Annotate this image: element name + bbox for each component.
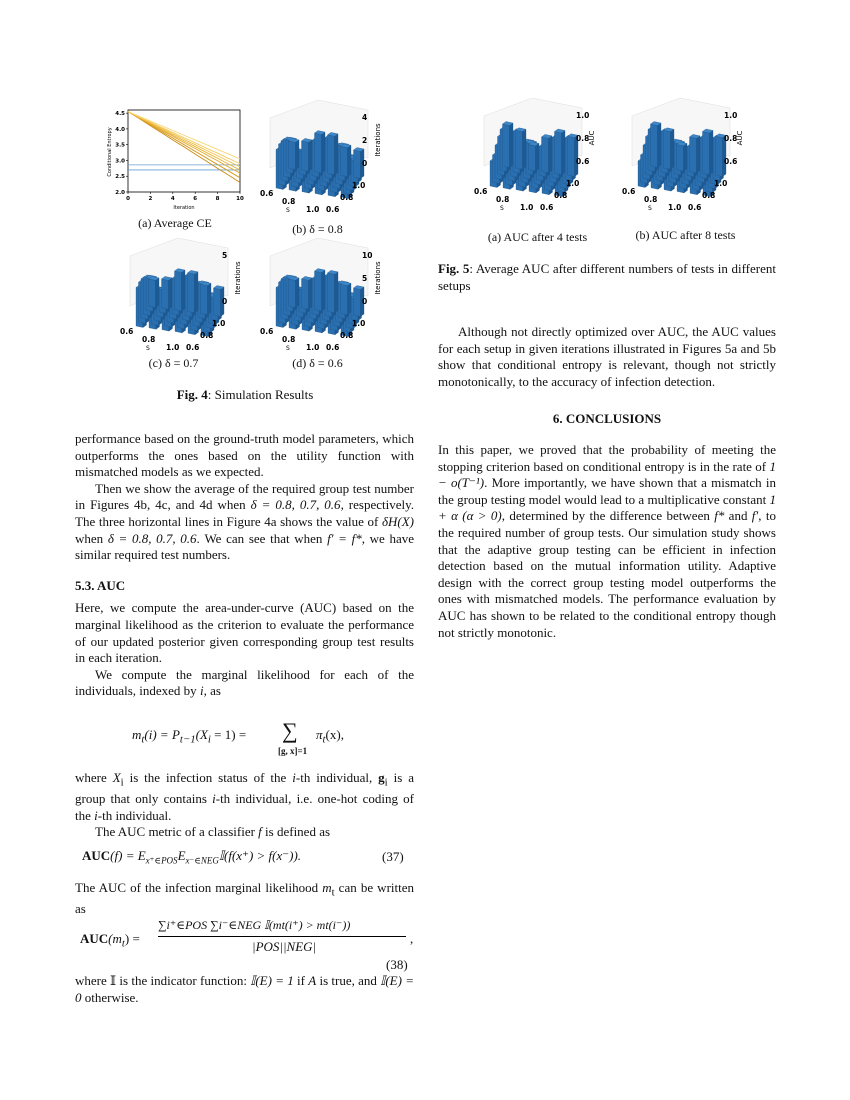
bar-front [214, 288, 221, 317]
s-tick-08: 0.8 [496, 195, 510, 204]
bar-front [341, 284, 348, 314]
left-column [75, 431, 414, 700]
s-axis-label: S [286, 345, 290, 352]
text: Then we show the average of the required group test number in Figures 4b, 4c, and 4d when [75, 480, 414, 513]
s-tick-06: 0.6 [474, 187, 488, 196]
r-tick-10: 1.0 [352, 181, 366, 190]
y-tick-label: 2.5 [115, 174, 125, 181]
eq-rhs: $\pi_t(x)$, [316, 727, 344, 746]
bar-side [348, 145, 352, 176]
left-paragraph-4 [75, 667, 414, 700]
left-paragraph-1: performance based on the ground-truth model parameters, which outperforms the ones based on the utility function with mismatched models as we expected. [75, 431, 414, 480]
left-paragraph-2 [75, 481, 414, 564]
series-line-1 [128, 112, 240, 183]
s-tick-08: 0.8 [282, 197, 296, 206]
bar-front [568, 136, 575, 176]
bar-front [716, 136, 723, 176]
left-paragraph-5: where $X_i$ is the infection status of the i-th individual, $g_i$ is a group that only contains i-th individual, i.e. one-hot coding of the i-th individual. [75, 770, 414, 823]
equation-37: $AUC(f) = E_{x^+\in POS}E_{x^-\in NEG}𝕀(f(x^+) > f(x^-))$. [82, 848, 302, 866]
z-tick-label: 0.6 [724, 157, 738, 166]
r-tick-06: 0.6 [540, 203, 554, 212]
text: when [75, 530, 108, 546]
fig4-label: Fig. 4 [176, 387, 208, 402]
bar-side [195, 272, 199, 313]
s-tick-06: 0.6 [622, 187, 636, 196]
fig4c-caption: (c) δ = 0.7 [148, 356, 199, 370]
bar-front [315, 271, 322, 311]
z-tick-label: 0 [222, 297, 228, 306]
y-tick-label: 3.0 [115, 158, 125, 165]
bar-front [354, 288, 361, 317]
z-tick-label: 5 [362, 274, 368, 283]
series-line-2 [128, 112, 240, 178]
r-tick-06: 0.6 [326, 343, 340, 352]
bar-front [651, 124, 658, 167]
s-tick-06: 0.6 [120, 327, 134, 336]
bar-front [341, 146, 348, 176]
fig5-label: Fig. 5 [438, 261, 470, 276]
x-tick-label: 2 [148, 196, 153, 202]
bar-front [664, 130, 671, 169]
y-tick-label: 3.5 [115, 142, 125, 149]
bar-front [289, 141, 296, 170]
z-tick-label: 0 [362, 297, 368, 306]
eq-sum-under: [g, x]=1 [278, 746, 308, 756]
bar-side [156, 278, 160, 308]
bar-front [529, 144, 536, 171]
s-axis-label: S [146, 345, 150, 352]
bar-side [208, 283, 212, 314]
bar-side [562, 130, 566, 174]
text: , as [203, 683, 221, 699]
right-paragraph-1: Although not directly optimized over AUC, the AUC values for each setup in given iterations illustrated in Figures 5a and 5b show that conditional entropy is relevant, though not strictly monotonically, to the accuracy of infection detection. [438, 324, 776, 389]
fig4b-caption: (b) δ = 0.8 [292, 222, 343, 236]
bar-front [503, 124, 510, 167]
bar-front [555, 131, 562, 174]
fraction-bar [158, 936, 406, 937]
section-heading-6: 6. CONCLUSIONS [552, 411, 662, 427]
bar-side [671, 129, 675, 169]
fig4-caption [75, 386, 415, 403]
bar-front [162, 279, 169, 309]
section-heading-5-3: 5.3. AUC [75, 577, 126, 593]
bar-side [335, 134, 339, 175]
fig4b-3d-bars [256, 100, 388, 218]
z-axis-label: Iterations [234, 261, 242, 295]
left-column-3 [75, 880, 414, 918]
x-tick-label: 6 [193, 196, 198, 202]
equation-38-number: (38) [386, 957, 408, 972]
bar-side [697, 136, 701, 173]
r-tick-08: 0.8 [340, 331, 354, 340]
left-paragraph-3: Here, we compute the area-under-curve (AUC) based on the marginal likelihood as the criterion to evaluate the performance of our updated posterior given corresponding group test results in each iteration. [75, 600, 414, 666]
math-i: i [199, 683, 204, 699]
left-column-4 [75, 973, 414, 1006]
x-axis-label: Iteration [173, 205, 195, 211]
bar-front [201, 284, 208, 314]
bar-side [296, 140, 300, 170]
z-tick-label: 0.8 [576, 134, 590, 143]
bar-side [322, 132, 326, 173]
bar-side [523, 129, 527, 169]
right-column [438, 324, 776, 641]
fig5-caption [438, 260, 776, 294]
y-tick-label: 4.5 [115, 111, 125, 118]
z-tick-label: 5 [222, 251, 228, 260]
r-tick-10: 1.0 [352, 319, 366, 328]
r-tick-08: 0.8 [554, 191, 568, 200]
r-tick-06: 0.6 [326, 205, 340, 214]
bar-side [335, 272, 339, 313]
s-tick-06: 0.6 [260, 189, 274, 198]
series-line-7 [128, 112, 240, 159]
bar-side [309, 140, 313, 171]
bar-side [710, 130, 714, 174]
r-tick-06: 0.6 [186, 343, 200, 352]
z-tick-label: 1.0 [724, 111, 738, 120]
z-axis-label: Iterations [374, 261, 382, 295]
bar-side [536, 143, 540, 171]
s-axis-label: S [648, 205, 652, 212]
text: We compute the marginal likelihood for each of the individuals, indexed by [75, 666, 414, 699]
z-axis-label: Iterations [374, 123, 382, 157]
z-tick-label: 4 [362, 113, 368, 122]
left-paragraph-7: The AUC of the infection marginal likelihood $m_t$ can be written as [75, 880, 414, 917]
y-tick-label: 2.0 [115, 190, 125, 196]
z-axis-label: AUC [736, 130, 744, 146]
r-tick-10: 1.0 [566, 179, 580, 188]
series-line-6 [128, 112, 240, 164]
x-tick-label: 0 [126, 196, 130, 202]
eq-text: $m_t(i) = P_{t-1}(X_i = 1)$ = [132, 727, 247, 746]
text: . We can see that when [196, 530, 328, 546]
s-tick-10: 1.0 [306, 343, 320, 352]
bar-front [703, 131, 710, 174]
bar-front [677, 144, 684, 171]
fig4-caption-text: : Simulation Results [207, 387, 314, 402]
bar-front [328, 273, 335, 313]
equation-37-number: (37) [382, 849, 404, 864]
z-tick-label: 2 [362, 136, 368, 145]
eq38-numerator: ∑i⁺∈POS ∑i⁻∈NEG 𝕀(mt(i⁺) > mt(i⁻)) [158, 918, 351, 932]
s-tick-10: 1.0 [668, 203, 682, 212]
bar-side [296, 278, 300, 308]
left-column-2 [75, 770, 414, 841]
left-paragraph-6: The AUC metric of a classifier f is defined as [95, 824, 331, 840]
s-tick-06: 0.6 [260, 327, 274, 336]
bar-front [542, 137, 549, 173]
z-tick-label: 10 [362, 251, 373, 260]
fig4a-line-chart [104, 108, 244, 212]
math-f: f′ = f* [327, 530, 362, 546]
bar-front [690, 137, 697, 173]
r-tick-10: 1.0 [714, 179, 728, 188]
bar-front [289, 279, 296, 308]
bar-front [302, 141, 309, 171]
bar-front [328, 135, 335, 175]
right-paragraph-2: In this paper, we proved that the probability of meeting the stopping criterion based on conditional entropy is in the rate of 1 − o(T⁻¹). More importantly, we have shown that a mismatch in the group testing model would lead to a multiplicative constant 1 + α (α > 0), determined by the difference between f* and f′, to the required number of group tests. Our simulation study shows that the adaptive group testing can be efficient in infection detection based on the mutual information utility. Adaptive design with the correct group testing model outperforms the ones with mismatched models. The performance evaluation by AUC has shown to be related to the conditional entropy though not strictly monotonic. [438, 441, 776, 640]
bar-side [309, 278, 313, 309]
z-tick-label: 1.0 [576, 111, 590, 120]
bar-front [149, 279, 156, 308]
fig4d-3d-bars [256, 238, 388, 356]
bar-side [684, 143, 688, 171]
z-tick-label: 0.8 [724, 134, 738, 143]
bar-front [354, 150, 361, 179]
r-tick-08: 0.8 [340, 193, 354, 202]
bar-side [182, 270, 186, 311]
math-dh: δH(X) [381, 513, 414, 529]
bar-side [322, 270, 326, 311]
s-tick-10: 1.0 [166, 343, 180, 352]
y-tick-label: 4.0 [115, 126, 125, 133]
z-tick-label: 0 [362, 159, 368, 168]
bar-side [348, 283, 352, 314]
r-tick-06: 0.6 [688, 203, 702, 212]
fig4c-3d-bars [116, 238, 248, 356]
r-tick-08: 0.8 [702, 191, 716, 200]
bar-side [169, 278, 173, 309]
fig5b-3d-bars [618, 98, 753, 220]
bar-side [549, 136, 553, 173]
s-tick-10: 1.0 [520, 203, 534, 212]
eq38-denominator: |POS||NEG| [252, 939, 317, 954]
math-delta-2: δ = 0.8, 0.7, 0.6 [107, 530, 197, 546]
bar-side [658, 123, 662, 167]
s-axis-label: S [286, 207, 290, 214]
s-tick-10: 1.0 [306, 205, 320, 214]
s-tick-08: 0.8 [142, 335, 156, 344]
x-tick-label: 10 [236, 196, 244, 202]
s-tick-08: 0.8 [644, 195, 658, 204]
bar-front [302, 279, 309, 309]
bar-front [516, 130, 523, 169]
r-tick-10: 1.0 [212, 319, 226, 328]
bar-front [315, 133, 322, 173]
x-tick-label: 4 [170, 196, 175, 202]
left-paragraph-8: where 𝕀 is the indicator function: 𝕀(E) = 1 if A is true, and 𝕀(E) = 0 otherwise. [75, 973, 414, 1005]
fig4a-caption: (a) Average CE [138, 216, 212, 230]
bar-side [510, 123, 514, 167]
bar-front [175, 271, 182, 311]
fig4d-caption: (d) δ = 0.6 [292, 356, 343, 370]
r-tick-08: 0.8 [200, 331, 214, 340]
s-tick-08: 0.8 [282, 335, 296, 344]
z-axis-label: AUC [588, 130, 596, 146]
bar-front [188, 273, 195, 313]
z-tick-label: 0.6 [576, 157, 590, 166]
equation-marginal [132, 718, 372, 762]
text: , we have similar required test numbers. [75, 530, 415, 563]
equation-38: $AUC(m_t)$ = ∑i⁺∈POS ∑i⁻∈NEG 𝕀(mt(i⁺) > mt(i⁻)) |POS||NEG| , [80, 918, 414, 954]
y-axis-label: Conditional Entropy [107, 127, 113, 177]
fig5a-caption: (a) AUC after 4 tests [487, 230, 588, 244]
fig5-caption-text: : Average AUC after different numbers of tests in different setups [438, 261, 776, 293]
x-tick-label: 8 [215, 196, 220, 202]
text: , respectively. The three horizontal lines in Figure 4a shows the value of [75, 497, 414, 529]
eq-sum: ∑ [282, 718, 298, 743]
math-delta: δ = 0.8, 0.7, 0.6 [250, 497, 341, 513]
s-axis-label: S [500, 205, 504, 212]
fig5b-caption: (b) AUC after 8 tests [635, 228, 736, 242]
fig5a-3d-bars [470, 98, 605, 220]
